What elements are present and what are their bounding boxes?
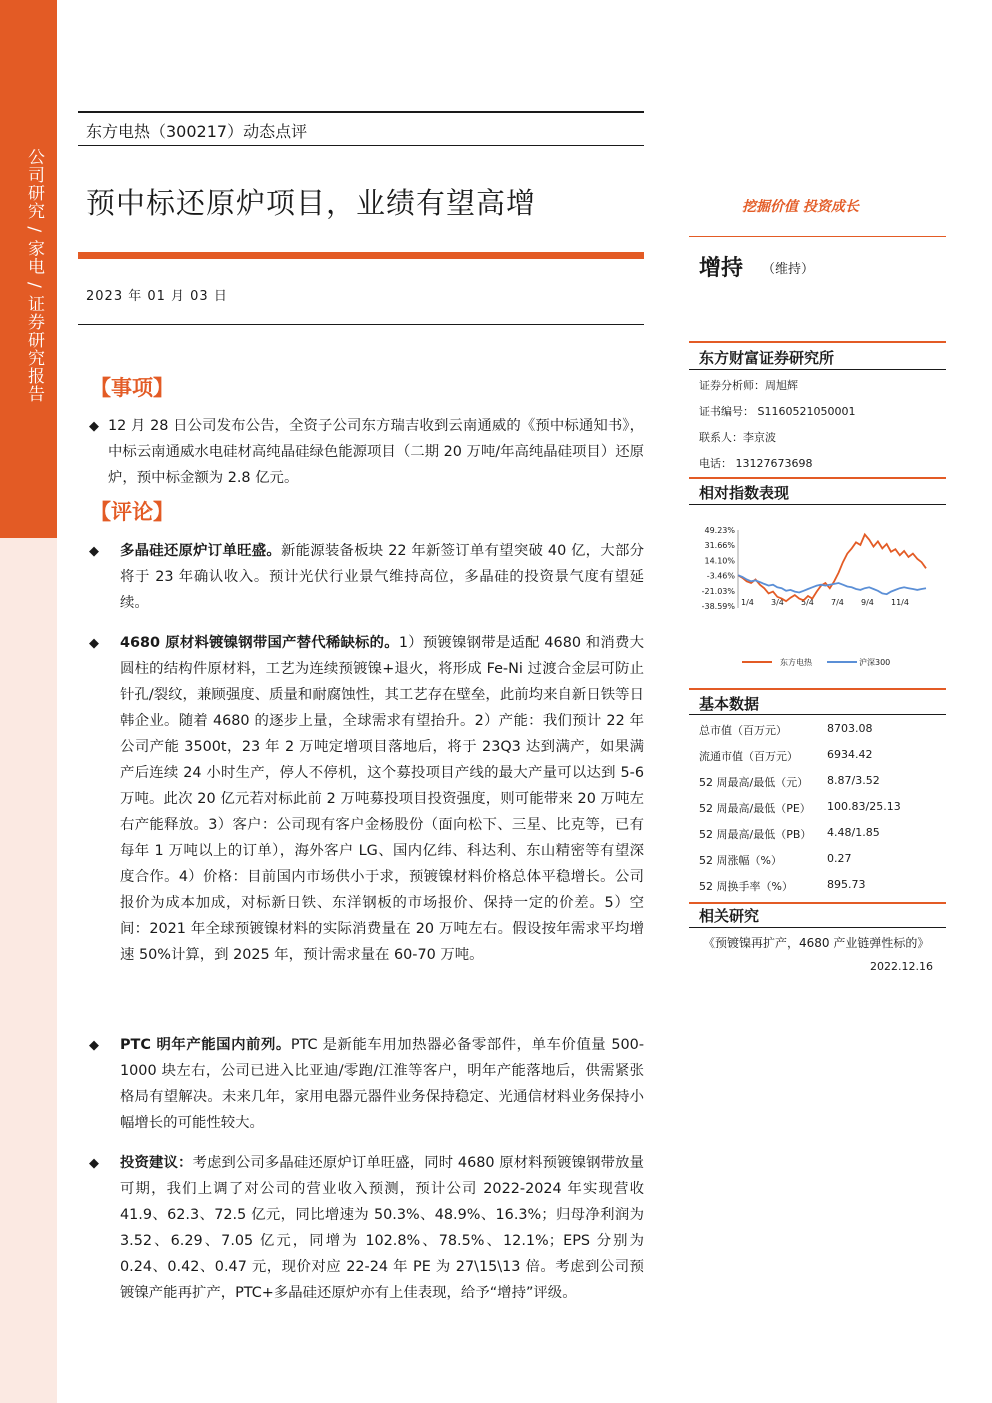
point-title: 投资建议： <box>120 1155 193 1171</box>
date-rule <box>78 324 644 325</box>
x-tick-label: 7/4 <box>831 598 844 607</box>
x-tick-label: 9/4 <box>861 598 874 607</box>
bullet-icon: ◆ <box>89 1038 99 1053</box>
point-body: PTC 是新能车用加热器必备零部件，单车价值量 500-1000 块左右，公司已进入比亚迪/零跑/江淮等客户，明年产能落地后，供需紧张格局有望解决。未来几年，家用电器元器件业务保持稳定、光通信材料业务保持小幅增长的可能性较大。 <box>120 1037 645 1131</box>
change-value: 0.27 <box>827 852 852 865</box>
pe-range-label: 52 周最高/最低（PE） <box>699 802 811 815</box>
basic-rule <box>689 688 946 690</box>
pb-range-label: 52 周最高/最低（PB） <box>699 828 812 841</box>
institute-name: 东方财富证券研究所 <box>699 349 835 367</box>
point-body: 考虑到公司多晶硅还原炉订单旺盛，同时 4680 原材料预镀镍钢带放量可期，我们上调了对公司的营业收入预测，预计公司 2022-2024 年实现营收 41.9、62.3、72.5 亿元，同比增速为 50.3%、48.9%、16.3%；归母净利润为 3.52、6.29、7.05 亿元，同增为 102.8%、78.5%、12.1%；EPS 分别为 0.24、0.42、0.47 元，现价对应 22-24 年 PE 为 27\15\13 倍。考虑到公司预镀镍产能再扩产，PTC+多晶硅还原炉亦有上佳表现，给予“增持”评级。 <box>120 1155 644 1301</box>
legend-label-stock: 东方电热 <box>780 658 812 667</box>
related-report-link[interactable]: 《预镀镍再扩产，4680 产业链弹性标的》 <box>703 936 930 950</box>
slogan: 挖掘价值 投资成长 <box>742 199 859 215</box>
point-title: 多晶硅还原炉订单旺盛。 <box>120 543 281 559</box>
perf-underline <box>689 504 946 505</box>
x-tick-label: 11/4 <box>891 598 909 607</box>
header-rule <box>78 145 644 146</box>
y-tick-label: 49.23% <box>704 526 735 535</box>
point-body: 1）预镀镍钢带是适配 4680 和消费大圆柱的结构件原材料，工艺为连续预镀镍+退火，将形成 Fe-Ni 过渡合金层可防止针孔/裂纹，兼顾强度、质量和耐腐蚀性，其工艺存在壁垒，此前均来自新日铁等日韩企业。随着 4680 的逐步上量，全球需求有望抬升。2）产能：我们预计 22 年公司产能 3500t，23 年 2 万吨定增项目落地后，将于 23Q3 达到满产，如果满产后连续 24 小时生产，停人不停机，这个募投项目产线的最大产量可以达到 5-6 万吨。此次 20 亿元若对标此前 2 万吨募投项目投资强度，则可能带来 20 万吨左右产能释放。3）客户：公司现有客户金杨股份（面向松下、三星、比克等，已有每年 1 万吨以上的订单），海外客户 LG、国内亿纬、科达利、东山精密等有望深度合作。4）价格：目前国内市场供小于求，预镀镍材料价格总体平稳增长。公司报价为成本加成，对标新日铁、东洋钢板的市场报价、保持一定的价差。5）空间：2021 年全球预镀镍材料的实际消费量在 20 万吨左右。假设按年需求平均增速 50%计算，到 2025 年，预计需求量在 60-70 万吨。 <box>120 635 644 963</box>
perf-heading: 相对指数表现 <box>699 484 790 502</box>
page-title: 预中标还原炉项目，业绩有望高增 <box>86 186 537 220</box>
market-cap-label: 总市值（百万元） <box>699 724 787 737</box>
basic-underline <box>689 714 946 715</box>
x-tick-label: 1/4 <box>741 598 754 607</box>
y-tick-label: -38.59% <box>701 602 735 611</box>
point-polysilicon <box>120 538 644 616</box>
market-cap-value: 8703.08 <box>827 722 873 735</box>
turnover-value: 895.73 <box>827 878 866 891</box>
rating: 增持 <box>699 256 744 281</box>
title-accent-bar <box>78 252 644 259</box>
certificate-number: 证书编号： S1160521050001 <box>699 405 856 418</box>
x-tick-label: 5/4 <box>801 598 814 607</box>
x-tick-label: 3/4 <box>771 598 784 607</box>
institute-underline <box>689 369 946 370</box>
bullet-icon: ◆ <box>89 419 99 434</box>
perf-rule <box>689 477 946 479</box>
analyst: 证券分析师：周旭辉 <box>699 379 798 392</box>
related-report-date: 2022.12.16 <box>870 960 933 973</box>
series-line-stock <box>738 535 926 602</box>
point-4680 <box>120 630 644 968</box>
related-underline <box>689 927 946 928</box>
legend-label-index: 沪深300 <box>859 658 891 667</box>
phone-number: 电话： 13127673698 <box>699 457 813 470</box>
contact-person: 联系人：李京波 <box>699 431 776 444</box>
sidebar-lower-band <box>0 538 57 1403</box>
float-cap-label: 流通市值（百万元） <box>699 750 798 763</box>
related-heading: 相关研究 <box>699 907 760 925</box>
report-type: 东方电热（300217）动态点评 <box>86 122 308 141</box>
change-label: 52 周涨幅（%） <box>699 854 782 867</box>
comment-heading: 【评论】 <box>90 500 174 524</box>
sidebar-category: 公司研究 / 家电 / 证券研究报告 <box>24 148 44 404</box>
related-rule <box>689 902 946 904</box>
price-range-value: 8.87/3.52 <box>827 774 880 787</box>
point-ptc <box>120 1032 644 1136</box>
float-cap-value: 6934.42 <box>827 748 873 761</box>
y-tick-label: 31.66% <box>704 541 735 551</box>
report-date: 2023 年 01 月 03 日 <box>86 289 228 304</box>
bullet-icon: ◆ <box>89 544 99 559</box>
rating-note: （维持） <box>762 262 815 277</box>
y-tick-label: -21.03% <box>701 586 735 596</box>
y-tick-label: -3.46% <box>706 571 735 581</box>
bullet-icon: ◆ <box>89 1156 99 1171</box>
point-title: PTC 明年产能国内前列。 <box>120 1037 291 1053</box>
relative-performance-chart <box>690 520 946 675</box>
y-tick-label: 14.10% <box>704 556 735 566</box>
price-range-label: 52 周最高/最低（元） <box>699 776 809 789</box>
point-title: 4680 原材料镀镍钢带国产替代稀缺标的。 <box>120 635 399 651</box>
institute-rule <box>689 341 946 343</box>
point-body: 新能源装备板块 22 年新签订单有望突破 40 亿，大部分将于 23 年确认收入。预计光伏行业景气维持高位，多晶硅的投资景气度有望延续。 <box>120 543 644 611</box>
event-heading: 【事项】 <box>90 376 174 400</box>
pe-range-value: 100.83/25.13 <box>827 800 901 813</box>
event-text: 12 月 28 日公司发布公告，全资子公司东方瑞吉收到云南通威的《预中标通知书》，中标云南通威水电硅材高纯晶硅绿色能源项目（二期 20 万吨/年高纯晶硅项目）还原炉，预中标金额为 2.8 亿元。 <box>108 418 644 486</box>
bullet-icon: ◆ <box>89 636 99 651</box>
top-rule <box>78 111 644 113</box>
point-investment <box>120 1150 644 1306</box>
pb-range-value: 4.48/1.85 <box>827 826 880 839</box>
basic-heading: 基本数据 <box>699 695 760 713</box>
turnover-label: 52 周换手率（%） <box>699 880 793 893</box>
slogan-rule <box>689 236 946 237</box>
